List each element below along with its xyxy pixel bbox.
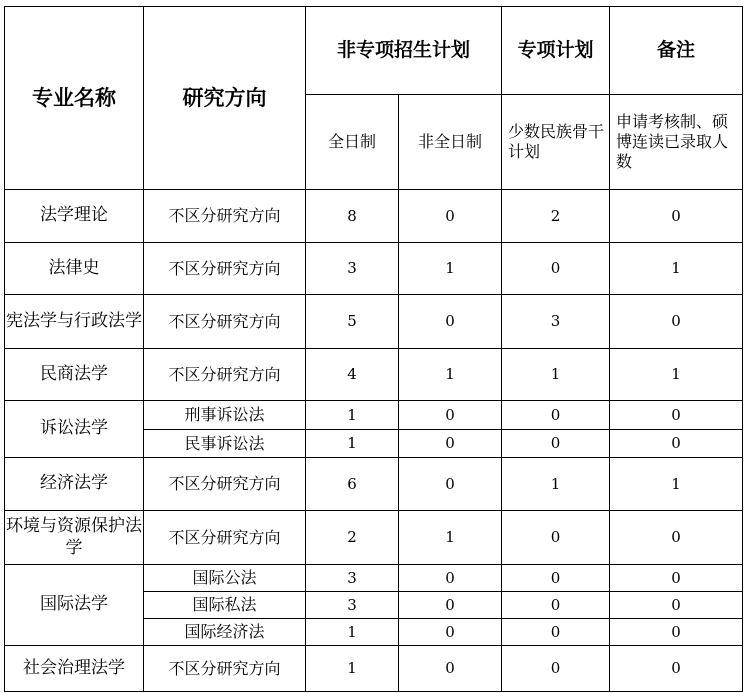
full-time-cell: 6 — [306, 458, 399, 511]
header-minority-plan: 少数民族骨干计划 — [502, 95, 610, 190]
direction-cell: 不区分研究方向 — [144, 243, 306, 295]
admitted-cell: 0 — [610, 646, 743, 692]
direction-cell: 国际公法 — [144, 565, 306, 592]
major-name-cell: 经济法学 — [5, 458, 144, 511]
direction-cell: 不区分研究方向 — [144, 458, 306, 511]
header-non-special-plan: 非专项招生计划 — [306, 7, 502, 95]
admitted-cell: 1 — [610, 349, 743, 401]
minority-cell: 2 — [502, 190, 610, 243]
admitted-cell: 0 — [610, 295, 743, 349]
full-time-cell: 2 — [306, 511, 399, 565]
major-name-cell: 环境与资源保护法学 — [5, 511, 144, 565]
admitted-cell: 0 — [610, 190, 743, 243]
major-name-cell: 法学理论 — [5, 190, 144, 243]
direction-cell: 刑事诉讼法 — [144, 401, 306, 430]
table-row — [5, 565, 743, 592]
header-special-plan: 专项计划 — [502, 7, 610, 95]
table-row — [5, 646, 743, 692]
part-time-cell: 0 — [399, 430, 502, 458]
admissions-plan-table — [4, 6, 743, 692]
part-time-cell: 0 — [399, 401, 502, 430]
full-time-cell: 5 — [306, 295, 399, 349]
full-time-cell: 3 — [306, 243, 399, 295]
minority-cell: 0 — [502, 243, 610, 295]
header-research-direction: 研究方向 — [144, 7, 306, 190]
table-row — [5, 243, 743, 295]
minority-cell: 0 — [502, 646, 610, 692]
table-row — [5, 511, 743, 565]
part-time-cell: 1 — [399, 243, 502, 295]
part-time-cell: 0 — [399, 295, 502, 349]
table-row — [5, 190, 743, 243]
part-time-cell: 1 — [399, 511, 502, 565]
direction-cell: 不区分研究方向 — [144, 646, 306, 692]
part-time-cell: 0 — [399, 565, 502, 592]
full-time-cell: 1 — [306, 646, 399, 692]
admitted-cell: 1 — [610, 458, 743, 511]
admitted-cell: 1 — [610, 243, 743, 295]
part-time-cell: 0 — [399, 592, 502, 619]
full-time-cell: 1 — [306, 401, 399, 430]
header-row-top — [5, 7, 743, 95]
minority-cell: 0 — [502, 401, 610, 430]
part-time-cell: 0 — [399, 646, 502, 692]
minority-cell: 0 — [502, 592, 610, 619]
admitted-cell: 0 — [610, 511, 743, 565]
header-remarks-detail: 申请考核制、硕博连读已录取人数 — [610, 95, 743, 190]
part-time-cell: 0 — [399, 190, 502, 243]
full-time-cell: 1 — [306, 430, 399, 458]
minority-cell: 1 — [502, 458, 610, 511]
minority-cell: 0 — [502, 511, 610, 565]
full-time-cell: 1 — [306, 619, 399, 646]
direction-cell: 不区分研究方向 — [144, 349, 306, 401]
direction-cell: 国际经济法 — [144, 619, 306, 646]
full-time-cell: 3 — [306, 565, 399, 592]
table-row — [5, 401, 743, 430]
header-part-time: 非全日制 — [399, 95, 502, 190]
table-row — [5, 295, 743, 349]
admitted-cell: 0 — [610, 619, 743, 646]
part-time-cell: 0 — [399, 458, 502, 511]
admitted-cell: 0 — [610, 592, 743, 619]
minority-cell: 3 — [502, 295, 610, 349]
major-name-cell: 国际法学 — [5, 565, 144, 646]
header-full-time: 全日制 — [306, 95, 399, 190]
header-remarks: 备注 — [610, 7, 743, 95]
direction-cell: 民事诉讼法 — [144, 430, 306, 458]
full-time-cell: 4 — [306, 349, 399, 401]
minority-cell: 0 — [502, 619, 610, 646]
part-time-cell: 1 — [399, 349, 502, 401]
admitted-cell: 0 — [610, 565, 743, 592]
admitted-cell: 0 — [610, 401, 743, 430]
direction-cell: 不区分研究方向 — [144, 190, 306, 243]
major-name-cell: 宪法学与行政法学 — [5, 295, 144, 349]
direction-cell: 不区分研究方向 — [144, 295, 306, 349]
major-name-cell: 民商法学 — [5, 349, 144, 401]
table-row — [5, 458, 743, 511]
minority-cell: 0 — [502, 565, 610, 592]
table-row — [5, 349, 743, 401]
full-time-cell: 3 — [306, 592, 399, 619]
minority-cell: 1 — [502, 349, 610, 401]
full-time-cell: 8 — [306, 190, 399, 243]
direction-cell: 不区分研究方向 — [144, 511, 306, 565]
major-name-cell: 社会治理法学 — [5, 646, 144, 692]
minority-cell: 0 — [502, 430, 610, 458]
major-name-cell: 诉讼法学 — [5, 401, 144, 458]
admitted-cell: 0 — [610, 430, 743, 458]
header-major-name: 专业名称 — [5, 7, 144, 190]
part-time-cell: 0 — [399, 619, 502, 646]
major-name-cell: 法律史 — [5, 243, 144, 295]
direction-cell: 国际私法 — [144, 592, 306, 619]
